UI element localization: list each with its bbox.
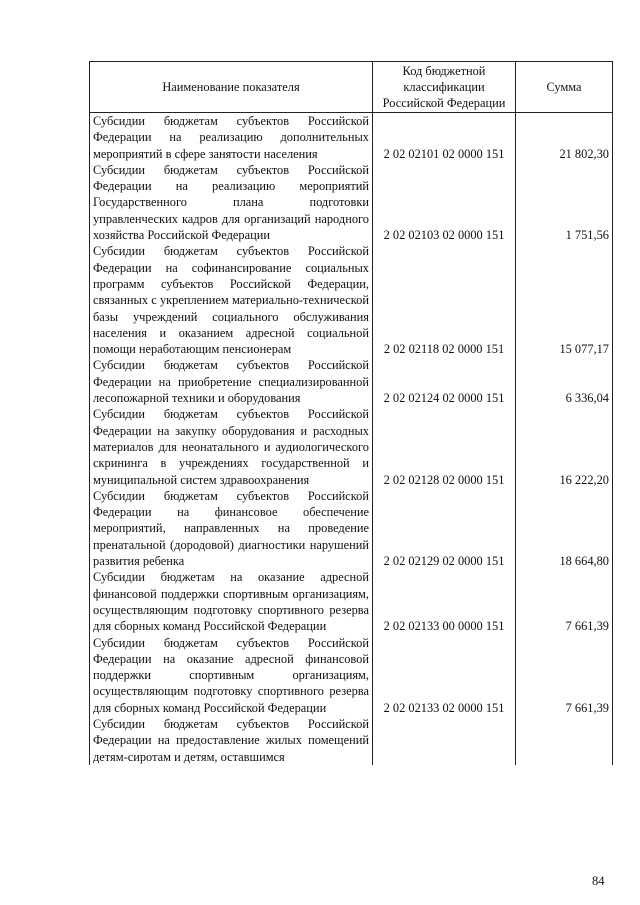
- indicator-name-cell: Субсидии бюджетам субъектов Российской Федерации на финансовое обеспечение мероприятий, направленных на проведение пренатальной (дородовой) диагностики нарушений развития ребенка: [90, 488, 373, 569]
- indicator-name-cell: Субсидии бюджетам субъектов Российской Федерации на реализацию дополнительных мероприятий в сфере занятости населения: [90, 113, 373, 162]
- header-code: [373, 62, 516, 113]
- page-number: 84: [592, 874, 605, 888]
- indicator-name-cell: Субсидии бюджетам субъектов Российской Федерации на реализацию мероприятий Государственного плана подготовки управленческих кадров для организаций народного хозяйства Российской Федерации: [90, 162, 373, 243]
- table-body: [90, 113, 613, 765]
- table-row: [90, 162, 613, 243]
- amount-cell: 15 077,17: [516, 243, 613, 357]
- amount-cell: 6 336,04: [516, 357, 613, 406]
- table-row: [90, 243, 613, 357]
- header-code-line: классификации: [403, 79, 485, 94]
- amount-cell: 16 222,20: [516, 406, 613, 487]
- header-row: [90, 62, 613, 113]
- indicator-name-cell: Субсидии бюджетам субъектов Российской Федерации на оказание адресной финансовой поддержки спортивным организациям, осуществляющим подготовку спортивного резерва для сборных команд Российской Федерации: [90, 635, 373, 716]
- header-code-line: Код бюджетной: [402, 63, 486, 78]
- budget-code-cell: 2 02 02133 00 0000 151: [373, 569, 516, 634]
- indicator-name-cell: Субсидии бюджетам субъектов Российской Федерации на приобретение специализированной лесопожарной техники и оборудования: [90, 357, 373, 406]
- amount-cell: 7 661,39: [516, 569, 613, 634]
- table-row: [90, 635, 613, 716]
- table-row: [90, 716, 613, 765]
- table-row: [90, 357, 613, 406]
- amount-cell: [516, 716, 613, 765]
- table-header: [90, 62, 613, 113]
- indicator-name-cell: Субсидии бюджетам субъектов Российской Федерации на закупку оборудования и расходных материалов для неонатального и аудиологического скрининга в учреждениях государственной и муниципальной систем здравоохранения: [90, 406, 373, 487]
- indicator-name-cell: Субсидии бюджетам субъектов Российской Федерации на софинансирование социальных программ субъектов Российской Федерации, связанных с укреплением материально-технической базы учреждений социального обслуживания населения и оказанием адресной социальной помощи неработающим пенсионерам: [90, 243, 373, 357]
- table-row: [90, 406, 613, 487]
- budget-code-cell: 2 02 02103 02 0000 151: [373, 162, 516, 243]
- budget-code-cell: [373, 716, 516, 765]
- budget-code-cell: 2 02 02124 02 0000 151: [373, 357, 516, 406]
- amount-cell: 7 661,39: [516, 635, 613, 716]
- header-sum: Сумма: [516, 62, 613, 113]
- header-name: Наименование показателя: [90, 62, 373, 113]
- budget-code-cell: 2 02 02101 02 0000 151: [373, 113, 516, 162]
- budget-table: [89, 61, 613, 765]
- amount-cell: 21 802,30: [516, 113, 613, 162]
- indicator-name-cell: Субсидии бюджетам субъектов Российской Федерации на предоставление жилых помещений детям-сиротам и детям, оставшимся: [90, 716, 373, 765]
- table-row: [90, 488, 613, 569]
- budget-code-cell: 2 02 02128 02 0000 151: [373, 406, 516, 487]
- budget-code-cell: 2 02 02118 02 0000 151: [373, 243, 516, 357]
- indicator-name-cell: Субсидии бюджетам на оказание адресной финансовой поддержки спортивным организациям, осуществляющим подготовку спортивного резерва для сборных команд Российской Федерации: [90, 569, 373, 634]
- budget-code-cell: 2 02 02129 02 0000 151: [373, 488, 516, 569]
- amount-cell: 18 664,80: [516, 488, 613, 569]
- budget-code-cell: 2 02 02133 02 0000 151: [373, 635, 516, 716]
- amount-cell: 1 751,56: [516, 162, 613, 243]
- table-row: [90, 113, 613, 162]
- header-code-line: Российской Федерации: [382, 96, 506, 111]
- table-row: [90, 569, 613, 634]
